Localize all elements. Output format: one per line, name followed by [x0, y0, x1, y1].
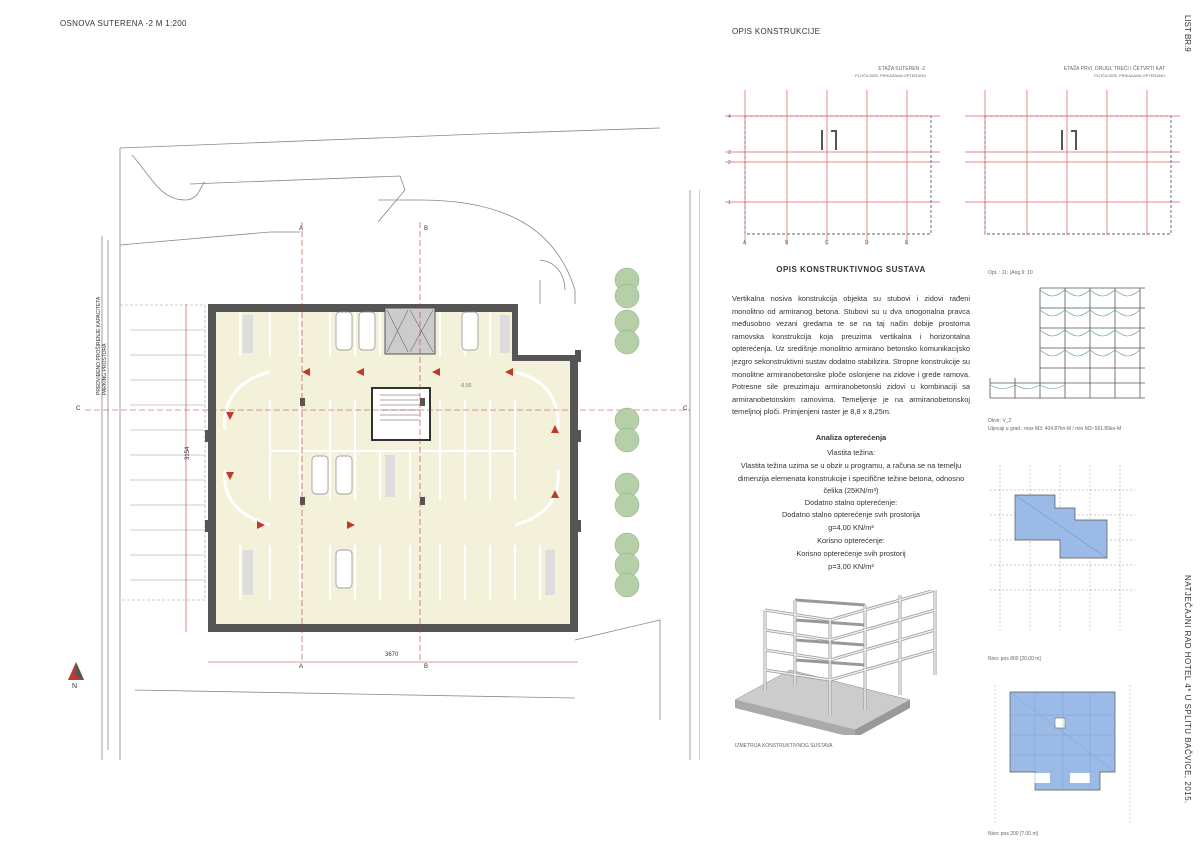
isometric-structure — [735, 590, 965, 735]
structural-description: Vertikalna nosiva konstrukcija objekta su stubovi i zidovi rađeni monolitno od armiranog betona. Stubovi su u dva ortogonalna pravca međusobno vezani gredama te se na taj način dobije prostorna ramovska konstrukcija koja preuzima vertikalna i horizontalna opterećenja. Uz središnje monolitno armirano betonsko komunikacijsko jezgro sekonstruktivni sustav dodatno stabilizira. Stropne konstrukcije su monolitne armiranobetonske ploče oslonjene na zidove i grede ramova. Potresne sile preuzimaju armiranobetonski zidovi u kombinaciji sa armiranobetonskim ramovima. Temeljenje je na armiranobetonskoj temeljnoj ploči. Primjenjeni raster je 8,8 x 8,25m. — [732, 294, 970, 417]
extension-note: PREDVIĐENO PROŠIRENJE KAPACITETA PARKING PROSTORA — [96, 297, 108, 395]
grid2-title: ETAŽA PRVI, DRUGI, TREĆI I ČETVRTI KAT — [1063, 66, 1165, 72]
iso-caption: IZMETRIJA KONSTRUKTIVNOG SUSTAVA — [735, 743, 833, 749]
project-title: NATJEČAJNI RAD HOTEL 4* U SPLITU BAČVICE, 2015. — [1183, 575, 1192, 804]
section-label-a-bot: A — [299, 664, 304, 670]
section-label-a-top: A — [299, 226, 304, 232]
axis-1: 1 — [728, 200, 731, 206]
parking-extension — [120, 305, 205, 600]
plan-title: OSNOVA SUTERENA -2 M 1:200 — [60, 19, 187, 28]
section-label-b-bot: B — [424, 664, 429, 670]
load-line-1: Vlastita težina uzima se u obzir u programu, a računa se na temelju dimenzija elemenata konstrukcije i specifične težine betona, odnosno čelika (25KN/m³) — [737, 461, 965, 496]
frame-diagram — [985, 278, 1160, 418]
load-line-0: Vlastita težina: — [826, 448, 876, 457]
section-label-c-left: C — [76, 406, 81, 412]
load-line-5: Korisno opterećenje: — [817, 536, 885, 545]
structural-heading: OPIS KONSTRUKTIVNOG SUSTAVA — [776, 265, 926, 274]
elevator-shaft — [385, 308, 435, 354]
axis-c: C — [825, 240, 829, 246]
frame-caption-top: Opt. : 11: (Ang 9: 10 — [988, 270, 1033, 276]
load-line-7: p=3,00 KN/m² — [828, 562, 874, 571]
grid1-title: ETAŽA SUTEREN -2 — [878, 66, 925, 72]
stair-core — [372, 388, 430, 440]
sheet-number: LIST BR.9 — [1183, 15, 1192, 52]
axis-3: 3 — [728, 150, 731, 156]
trees — [615, 268, 639, 597]
load-line-4: g=4,00 KN/m² — [828, 523, 874, 532]
plan1-caption: Nivo: pos 800 [20.00 m] — [988, 656, 1041, 662]
section-label-b-top: B — [424, 226, 429, 232]
elevation-label: -6,50 — [460, 383, 472, 389]
axis-4: 4 — [728, 114, 731, 120]
axis-b: B — [785, 240, 789, 246]
dimension-height: 3154 — [185, 446, 191, 460]
dimension-width: 3670 — [385, 652, 399, 658]
load-heading: Analiza opterećenja — [815, 433, 887, 442]
plan2-caption: Nivo: pos 200 [7.00 m] — [988, 831, 1039, 837]
section-label-c-right: C — [683, 406, 688, 412]
axis-2: 2 — [728, 160, 731, 166]
grid2-sub: PLOČA DEB. PRIKAZANA OPTERANO — [1094, 73, 1165, 78]
load-line-3: Dodatno stalno opterećenje svih prostorija — [781, 510, 921, 519]
structural-grids — [725, 80, 1185, 250]
grid1-sub: PLOČA DEB. PRIKAZANA OPTERANO — [855, 73, 926, 78]
axis-d: D — [865, 240, 869, 246]
structure-title: OPIS KONSTRUKCIJE — [732, 27, 821, 36]
axis-e: E — [905, 240, 909, 246]
frame-caption-bottom2: Utjecaji u grad.: max M3: 404.87kn-M / min M3:-561.85kn-M — [988, 426, 1122, 432]
grid-2 — [965, 90, 1180, 235]
frame-caption-bottom: Okvir: V_2 — [988, 418, 1012, 424]
grid-1 — [725, 90, 940, 245]
slab-plan-1 — [985, 460, 1140, 635]
load-line-6: Korisno opterećenje svih prostorij — [796, 549, 906, 558]
load-line-2: Dodatno stalno opterećenje: — [804, 498, 898, 507]
north-label: N — [72, 683, 78, 690]
axis-a: A — [743, 240, 747, 246]
slab-plan-2 — [985, 680, 1140, 830]
